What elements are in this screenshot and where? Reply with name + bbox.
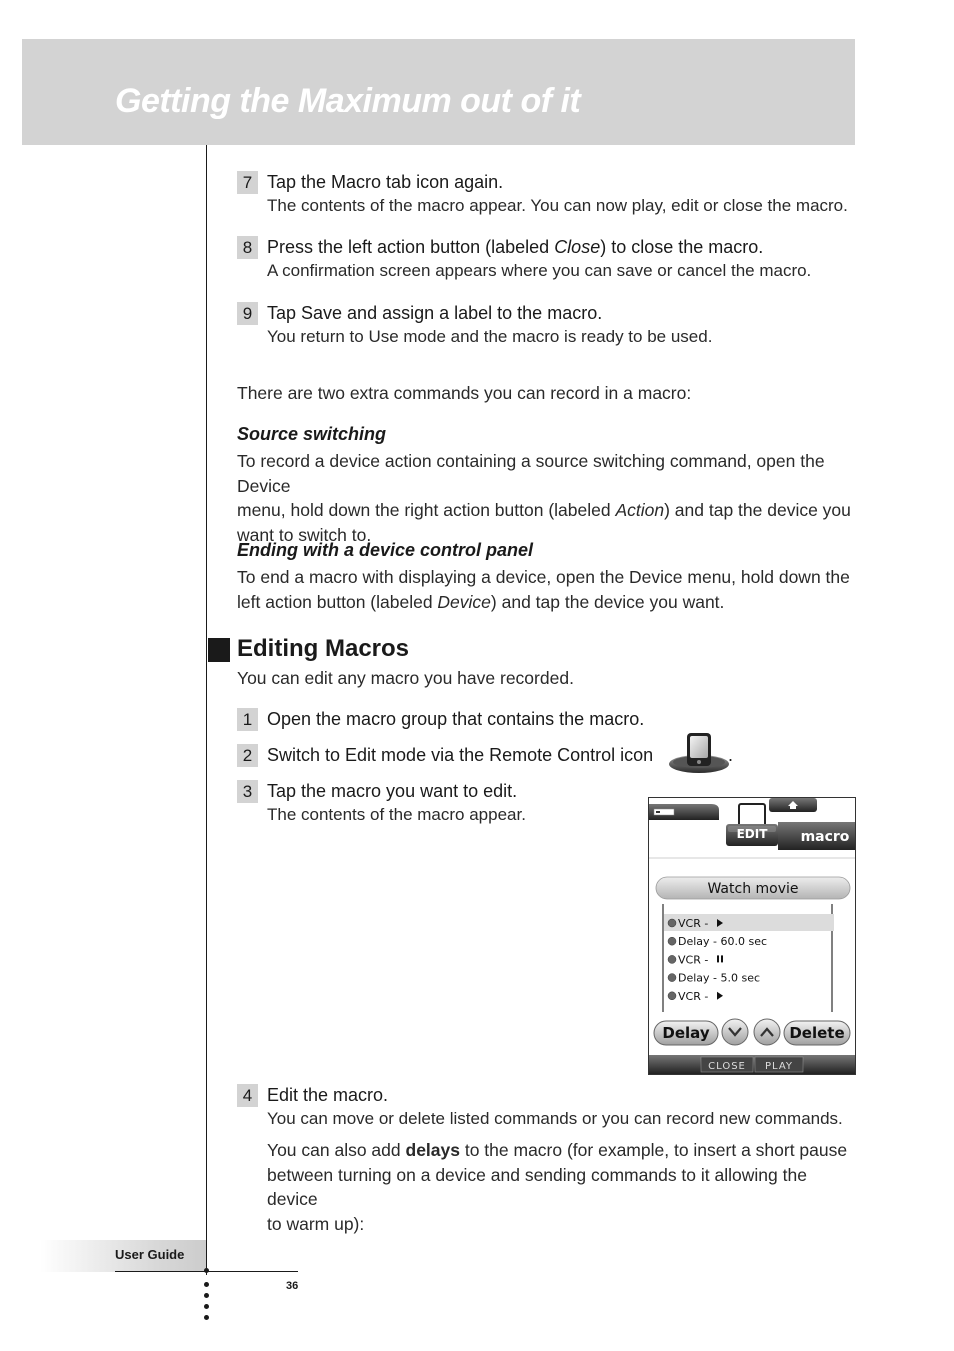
bullet-icon [668,992,676,1000]
step-title: Tap Save and assign a label to the macro. [267,303,603,323]
delays-paragraph [267,1138,857,1236]
source-switching-heading: Source switching [237,424,387,444]
move-up-button[interactable] [754,1019,780,1045]
close-label: CLOSE [708,1061,746,1072]
play-action-button[interactable] [755,1057,803,1072]
bullet-icon [668,955,676,963]
macro-command-label: VCR - [678,917,709,930]
battery-indicator [649,804,719,820]
footer-dot [204,1268,209,1273]
source-switching-line2-pre: menu, hold down the right action button (labeled [237,500,616,520]
extra-commands-intro: There are two extra commands you can record in a macro: [237,383,692,403]
macro-command-label: Delay - 60.0 sec [678,935,768,949]
section-marker [208,638,230,662]
step-number: 8 [237,236,258,259]
footer-dot [204,1315,209,1320]
play-label: PLAY [764,1061,794,1072]
macro-tab-label: macro [800,829,850,845]
macro-command-label: Delay - 5.0 sec [678,971,761,985]
footer-dot [204,1282,209,1287]
step-number: 3 [237,780,258,803]
step-title: Open the macro group that contains the macro. [267,709,645,729]
edit-step-4 [237,1084,857,1132]
macro-command-label: VCR - [678,989,709,1003]
step-number: 2 [237,744,258,767]
step-title: Tap the macro you want to edit. [267,781,518,801]
step-title-pre: Press the left action button (labeled [267,237,555,257]
page-number: 36 [286,1280,299,1292]
step-title: Edit the macro. [267,1085,389,1105]
delays-bold: delays [405,1140,460,1160]
editing-intro: You can edit any macro you have recorded. [237,668,574,688]
macro-name-band [656,877,850,899]
delays-pre: You can also add [267,1140,406,1160]
edit-step-2 [237,744,857,768]
device-screenshot [648,797,856,1075]
ending-panel-heading: Ending with a device control panel [237,540,534,560]
play-icon [717,992,723,1000]
step-title: Switch to Edit mode via the Remote Control icon [267,745,654,765]
page-title: Getting the Maximum out of it [115,82,581,120]
step-description: You return to Use mode and the macro is ready to be used. [267,327,713,346]
macro-name: Watch movie [707,881,799,897]
step-description: The contents of the macro appear. [267,805,526,824]
delays-line2: between turning on a device and sending commands to it allowing the device [267,1164,807,1209]
remote-control-icon [668,731,730,775]
bullet-icon [668,919,676,927]
margin-rule [206,145,207,1275]
macro-command-item[interactable] [668,972,760,985]
macro-command-item[interactable] [668,935,767,948]
macro-tab[interactable] [778,822,855,850]
editing-macros-heading: Editing Macros [237,635,410,662]
ending-panel-line2-pre: left action button (labeled [237,591,438,612]
macro-command-item[interactable] [668,990,723,1003]
ending-panel-text [237,565,857,614]
step-title: Tap the Macro tab icon again. [267,172,504,192]
step-number: 4 [237,1084,258,1107]
edit-tab[interactable] [726,824,778,846]
edit-step-1 [237,708,857,732]
source-switching-line1: To record a device action containing a source switching command, open the Device [237,451,825,496]
delay-button[interactable] [654,1021,718,1045]
step-description: A confirmation screen appears where you can save or cancel the macro. [267,261,812,280]
close-action-button[interactable] [701,1057,753,1072]
footer-label: User Guide [115,1247,185,1262]
step-title-emphasis: Close [554,237,601,257]
delays-line1-post: to the macro (for example, to insert a short pause [459,1140,848,1160]
step-number: 7 [237,171,258,194]
ending-panel-line2-post: ) and tap the device you want. [490,591,725,612]
step-title-suffix: . [728,745,734,765]
delay-button-label: Delay [662,1024,710,1042]
ending-panel-line1: To end a macro with displaying a device, open the Device menu, hold down the [237,567,850,587]
pause-icon [717,955,723,962]
step-9 [237,302,857,350]
step-description: You can move or delete listed commands or you can record new commands. [267,1109,843,1128]
bullet-icon [668,937,676,945]
step-number: 9 [237,302,258,325]
delays-line3: to warm up): [267,1213,365,1234]
source-switching-line3: want to switch to. [237,524,372,545]
ending-panel-emphasis: Device [437,591,491,612]
step-8 [237,236,857,284]
edit-tab-label: EDIT [736,827,768,841]
macro-command-label: VCR - [678,953,709,967]
device-screen [649,798,855,1074]
footer-dot [204,1293,209,1298]
delete-button[interactable] [784,1021,850,1045]
home-button[interactable] [769,798,817,812]
step-number: 1 [237,708,258,731]
source-switching-text [237,449,857,547]
macro-command-item[interactable] [668,953,723,966]
step-title [267,236,763,259]
bullet-icon [668,974,676,982]
footer-dot [204,1304,209,1309]
source-switching-line2-post: ) and tap the device you [664,500,851,520]
step-title-post: ) to close the macro. [600,237,764,257]
source-switching-emphasis: Action [615,500,665,520]
step-7 [237,171,857,219]
move-down-button[interactable] [722,1019,748,1045]
delete-button-label: Delete [789,1024,845,1042]
step-description: The contents of the macro appear. You can now play, edit or close the macro. [267,196,848,215]
